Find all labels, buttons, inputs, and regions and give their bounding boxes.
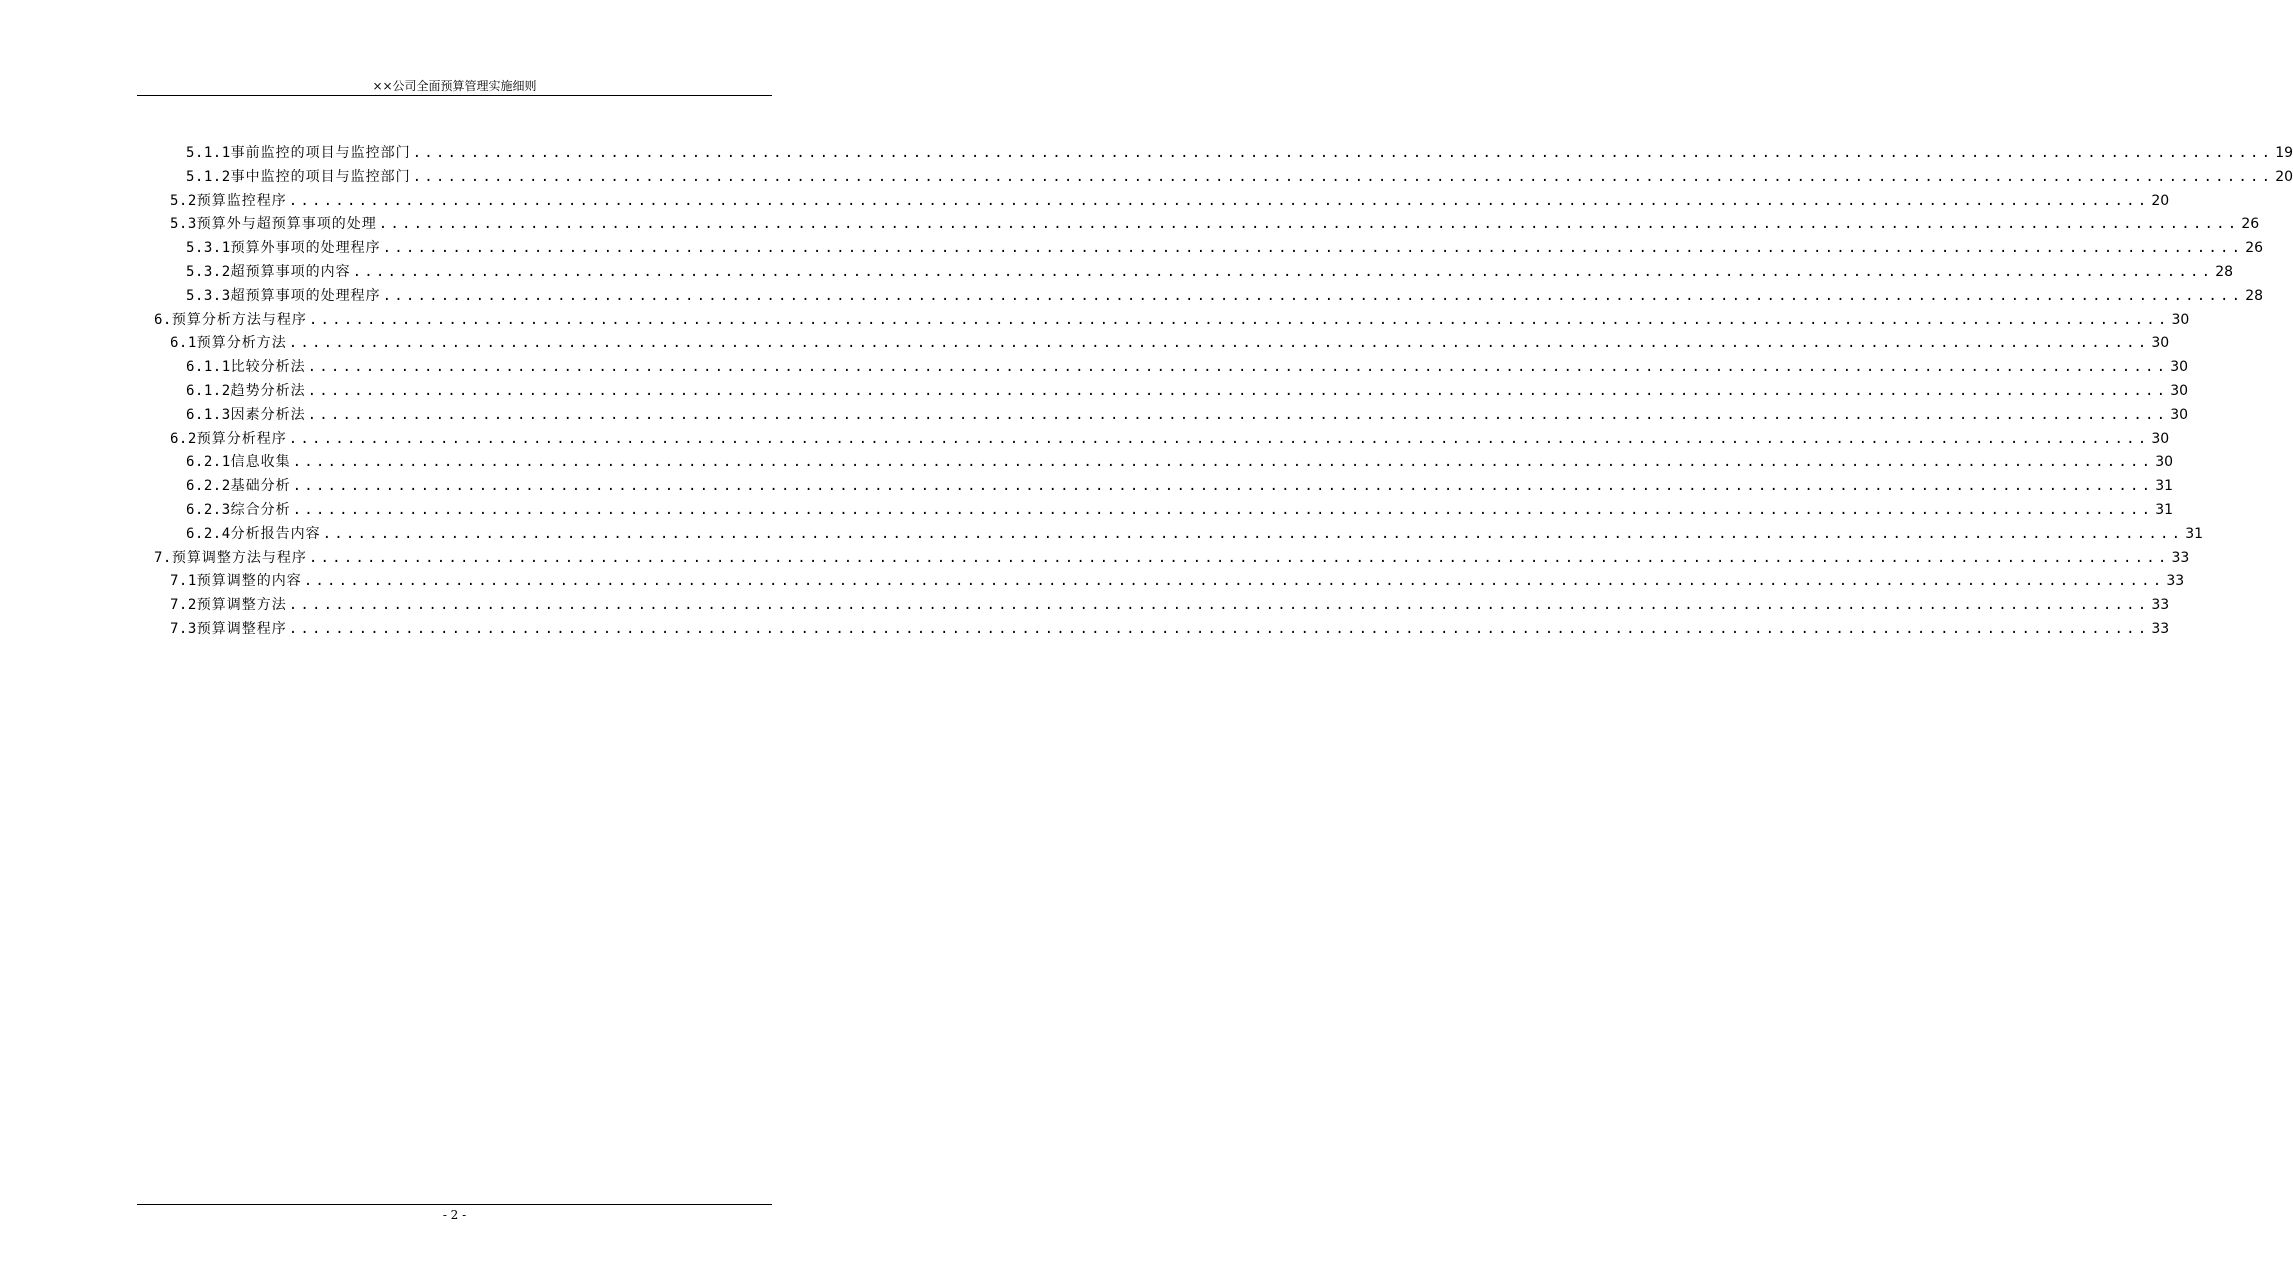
- toc-dot-leader: ................................................................................................................................................................: [292, 478, 2154, 495]
- toc-entry-number: 6.1.3: [186, 406, 231, 423]
- toc-entry-page: 30: [2170, 359, 2189, 376]
- toc-entry-number: 6.1.1: [186, 359, 231, 376]
- toc-entry-page: 20: [2151, 192, 2170, 209]
- toc-entry-page: 33: [2171, 549, 2190, 566]
- toc-entry[interactable]: [186, 499, 2174, 521]
- toc-entry-page: 30: [2171, 311, 2190, 328]
- toc-entry-title: 预算调整方法: [196, 597, 287, 614]
- toc-dot-leader: ................................................................................................................................................................: [382, 287, 2244, 304]
- toc-entry-title: 基础分析: [230, 478, 291, 495]
- toc-entry-number: 5.1.2: [186, 168, 231, 185]
- toc-entry-number: 5.3.3: [186, 287, 231, 304]
- toc-entry-title: 预算调整的内容: [196, 573, 302, 590]
- toc-dot-leader: ................................................................................................................................................................: [308, 311, 2170, 328]
- toc-dot-leader: ................................................................................................................................................................: [307, 406, 2169, 423]
- toc-entry-page: 26: [2241, 216, 2260, 233]
- toc-entry-page: 30: [2155, 454, 2174, 471]
- toc-entry-title: 因素分析法: [230, 406, 306, 423]
- toc-entry-page: 26: [2245, 240, 2264, 257]
- toc-entry[interactable]: [186, 380, 2189, 402]
- toc-entry-title: 预算调整方法与程序: [171, 549, 307, 566]
- toc-entry-page: 31: [2185, 525, 2204, 542]
- toc-entry[interactable]: [170, 332, 2170, 354]
- toc-entry[interactable]: [186, 261, 2234, 283]
- toc-entry-page: 30: [2151, 335, 2170, 352]
- toc-entry-number: 7.: [154, 549, 172, 566]
- toc-entry-number: 6.2.1: [186, 454, 231, 471]
- toc-dot-leader: ................................................................................................................................................................: [292, 454, 2154, 471]
- toc-dot-leader: ................................................................................................................................................................: [288, 192, 2150, 209]
- toc-entry[interactable]: [154, 309, 2190, 331]
- toc-entry[interactable]: [154, 547, 2190, 569]
- toc-entry-page: 33: [2166, 573, 2185, 590]
- toc-entry-page: 19: [2275, 145, 2293, 161]
- toc-dot-leader: ................................................................................................................................................................: [307, 383, 2169, 399]
- toc-entry-title: 超预算事项的内容: [230, 264, 351, 280]
- toc-entry-number: 5.3: [170, 216, 197, 233]
- toc-entry[interactable]: [186, 285, 2264, 307]
- toc-entry-number: 6.: [154, 311, 172, 328]
- toc-dot-leader: ................................................................................................................................................................: [308, 549, 2170, 566]
- toc-entry[interactable]: [186, 475, 2174, 497]
- toc-dot-leader: ................................................................................................................................................................: [288, 621, 2150, 637]
- toc-entry[interactable]: [170, 190, 2170, 212]
- toc-entry[interactable]: [170, 570, 2185, 592]
- toc-entry-title: 综合分析: [230, 502, 291, 518]
- toc-dot-leader: ................................................................................................................................................................: [382, 240, 2244, 257]
- toc-entry-page: 31: [2155, 478, 2174, 495]
- toc-entry-number: 7.1: [170, 573, 197, 590]
- toc-entry[interactable]: [170, 428, 2170, 450]
- toc-entry[interactable]: [186, 356, 2189, 378]
- toc-entry-title: 预算分析方法: [196, 335, 287, 352]
- toc-dot-leader: ................................................................................................................................................................: [307, 359, 2169, 376]
- toc-entry[interactable]: [186, 404, 2189, 426]
- toc-dot-leader: ................................................................................................................................................................: [303, 573, 2165, 590]
- toc-dot-leader: ................................................................................................................................................................: [288, 335, 2150, 352]
- toc-dot-leader: ................................................................................................................................................................: [412, 168, 2274, 185]
- toc-entry[interactable]: [186, 523, 2204, 545]
- toc-entry-number: 7.3: [170, 621, 197, 637]
- toc-entry-title: 预算调整程序: [196, 621, 287, 637]
- toc-entry-title: 预算分析方法与程序: [171, 311, 307, 328]
- toc-entry-title: 预算分析程序: [196, 430, 287, 447]
- toc-dot-leader: ................................................................................................................................................................: [352, 264, 2214, 280]
- toc-entry-title: 分析报告内容: [230, 525, 321, 542]
- toc-entry-page: 20: [2275, 168, 2293, 185]
- page-number: - 2 -: [442, 1208, 467, 1222]
- toc-dot-leader: ................................................................................................................................................................: [378, 216, 2240, 233]
- toc-entry[interactable]: [186, 237, 2264, 259]
- toc-dot-leader: ................................................................................................................................................................: [288, 430, 2150, 447]
- running-header-title: ××公司全面预算管理实施细则: [372, 79, 537, 93]
- toc-entry-title: 预算监控程序: [196, 192, 287, 209]
- toc-entry-page: 33: [2151, 621, 2170, 637]
- toc-entry-number: 6.2: [170, 430, 197, 447]
- toc-entry-page: 30: [2151, 430, 2170, 447]
- toc-entry-number: 6.2.3: [186, 502, 231, 518]
- toc-entry[interactable]: [186, 451, 2174, 473]
- toc-entry-page: 33: [2151, 597, 2170, 614]
- toc-entry[interactable]: [170, 213, 2260, 235]
- toc-entry[interactable]: [186, 142, 2293, 164]
- toc-entry-number: 6.2.2: [186, 478, 231, 495]
- toc-entry-page: 31: [2155, 502, 2174, 518]
- toc-dot-leader: ................................................................................................................................................................: [288, 597, 2150, 614]
- toc-entry-page: 28: [2215, 264, 2234, 280]
- toc-entry-number: 5.1.1: [186, 145, 231, 161]
- toc-entry[interactable]: [170, 618, 2170, 640]
- toc-dot-leader: ................................................................................................................................................................: [292, 502, 2154, 518]
- header-rule: [137, 95, 772, 96]
- toc-entry-number: 5.2: [170, 192, 197, 209]
- toc-entry[interactable]: [170, 594, 2170, 616]
- toc-entry[interactable]: [186, 166, 2293, 188]
- toc-entry-title: 预算外与超预算事项的处理: [196, 216, 377, 233]
- toc-entry-number: 5.3.2: [186, 264, 231, 280]
- toc-entry-title: 趋势分析法: [230, 383, 306, 399]
- toc-entry-title: 预算外事项的处理程序: [230, 240, 381, 257]
- toc-entry-title: 事前监控的项目与监控部门: [230, 145, 411, 161]
- toc-entry-title: 比较分析法: [230, 359, 306, 376]
- toc-entry-page: 28: [2245, 287, 2264, 304]
- toc-entry-number: 5.3.1: [186, 240, 231, 257]
- toc-entry-title: 信息收集: [230, 454, 291, 471]
- toc-entry-title: 超预算事项的处理程序: [230, 287, 381, 304]
- toc-entry-page: 30: [2170, 383, 2189, 399]
- toc-dot-leader: ................................................................................................................................................................: [412, 145, 2274, 161]
- toc-entry-number: 6.1: [170, 335, 197, 352]
- footer-rule: [137, 1204, 772, 1205]
- toc-entry-number: 7.2: [170, 597, 197, 614]
- toc-dot-leader: ................................................................................................................................................................: [322, 525, 2184, 542]
- toc-entry-number: 6.1.2: [186, 383, 231, 399]
- toc-entry-title: 事中监控的项目与监控部门: [230, 168, 411, 185]
- toc-entry-number: 6.2.4: [186, 525, 231, 542]
- toc-entry-page: 30: [2170, 406, 2189, 423]
